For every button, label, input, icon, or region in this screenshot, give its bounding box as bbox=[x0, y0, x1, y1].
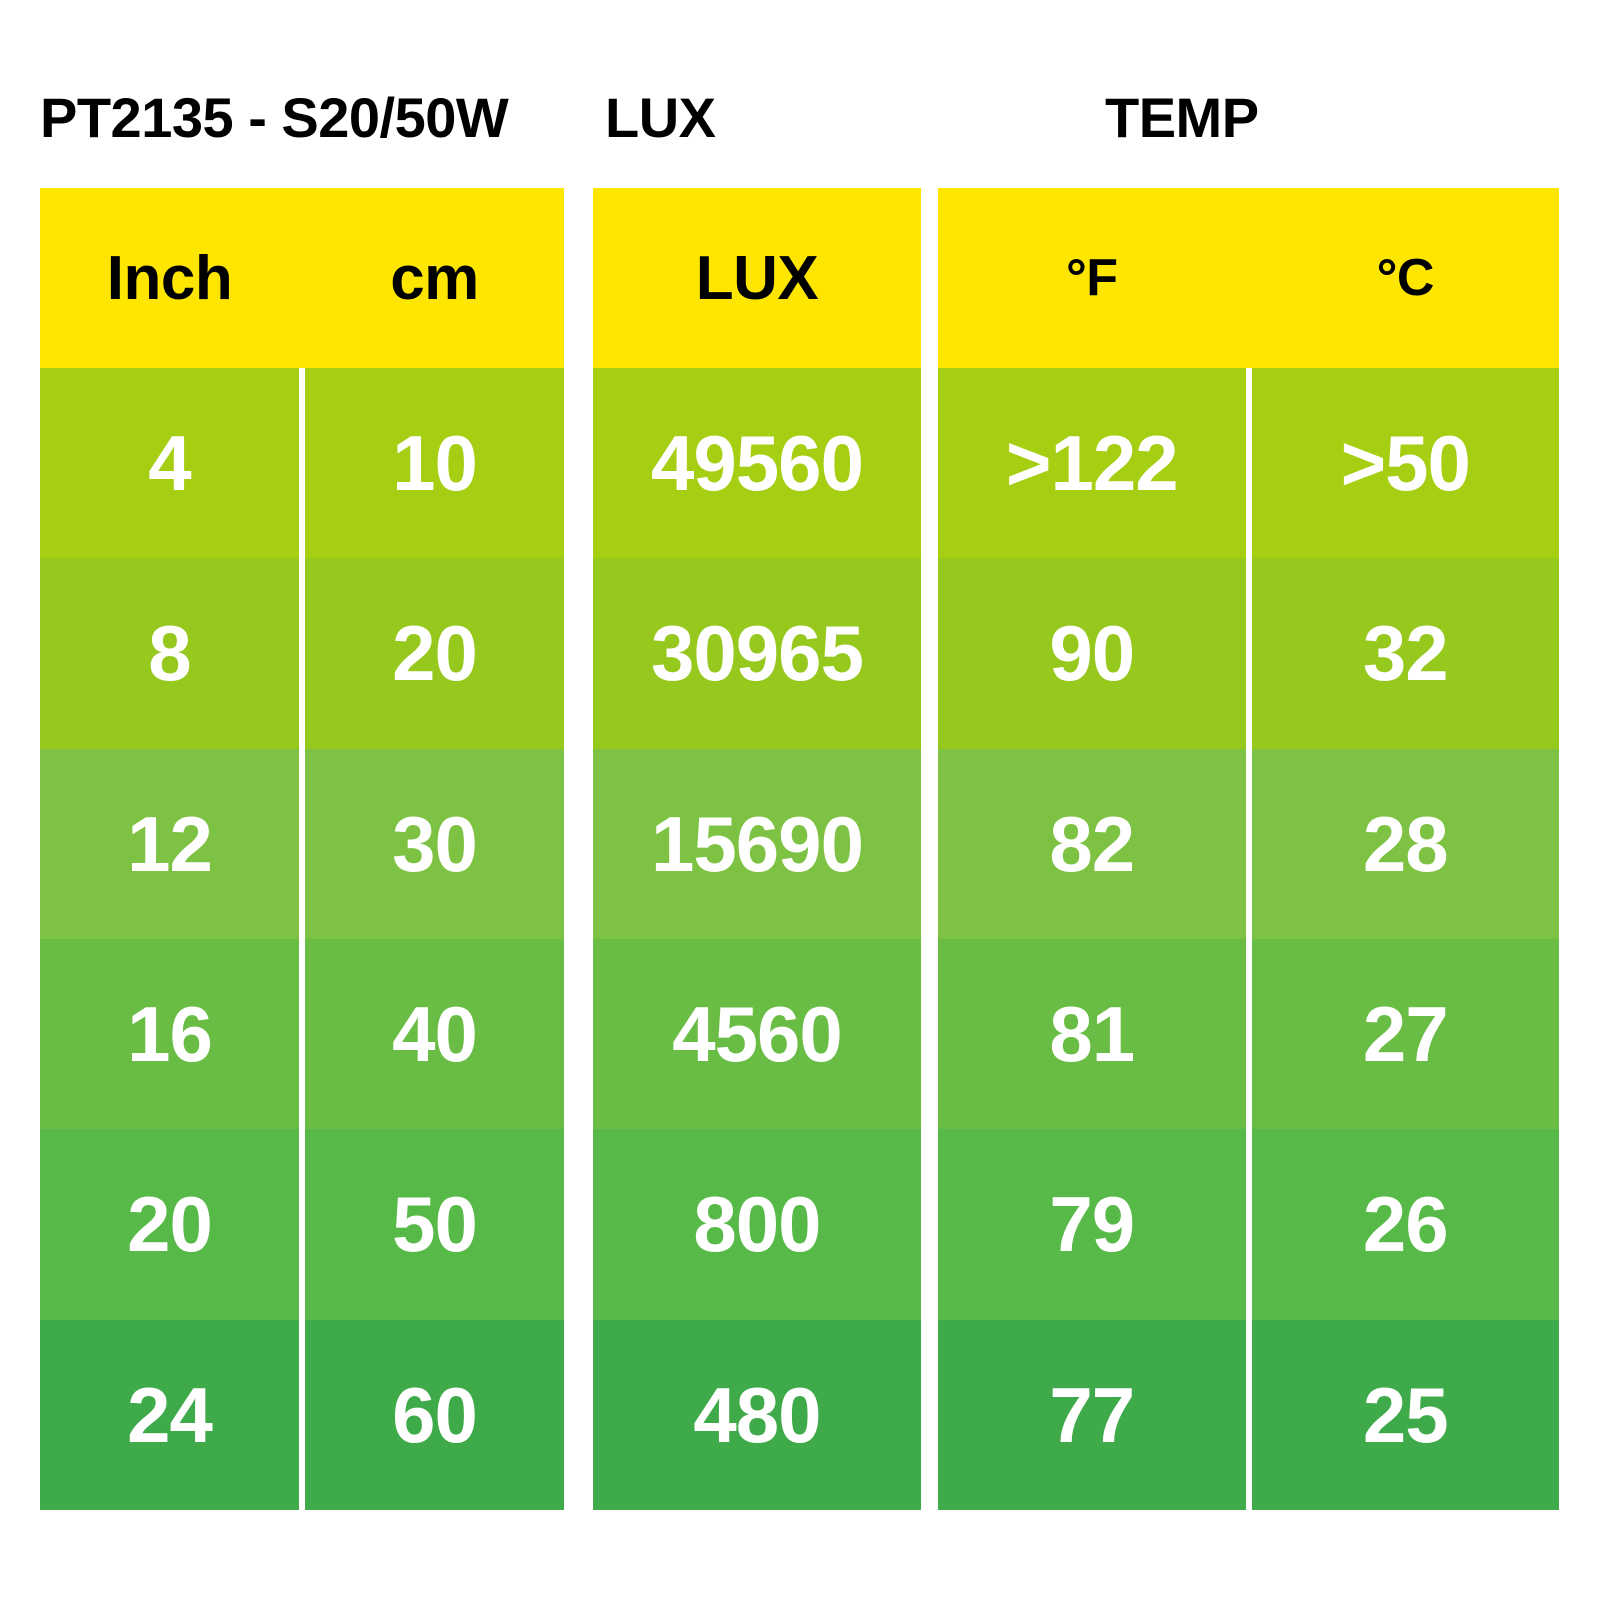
table-row bbox=[593, 1129, 921, 1319]
cell-f: 90 bbox=[1049, 609, 1135, 698]
table-row bbox=[938, 558, 1559, 748]
cell-inch: 24 bbox=[127, 1370, 212, 1459]
header-band-distance bbox=[40, 188, 564, 368]
column-header-cm: cm bbox=[390, 243, 479, 313]
rows-lux bbox=[593, 368, 921, 1510]
cell-inch: 20 bbox=[127, 1180, 212, 1269]
cell-f: 79 bbox=[1049, 1180, 1135, 1269]
table-row bbox=[938, 1320, 1559, 1510]
cell-lux: 49560 bbox=[651, 419, 863, 508]
cell-f: 77 bbox=[1049, 1370, 1135, 1459]
cell-c: >50 bbox=[1340, 419, 1470, 508]
rows-temp bbox=[938, 368, 1559, 1510]
table-row bbox=[40, 368, 564, 558]
titles-row bbox=[0, 85, 1599, 165]
table-group-lux bbox=[593, 188, 921, 1510]
cell-lux: 4560 bbox=[672, 990, 842, 1079]
column-header-lux: LUX bbox=[695, 243, 819, 313]
cell-cm: 10 bbox=[392, 419, 477, 508]
table-row bbox=[40, 749, 564, 939]
table-row bbox=[593, 939, 921, 1129]
table-group-temp bbox=[938, 188, 1559, 1510]
cell-f: 81 bbox=[1049, 990, 1135, 1079]
cell-cm: 30 bbox=[392, 799, 477, 888]
cell-inch: 4 bbox=[148, 419, 191, 508]
cell-cm: 40 bbox=[392, 990, 477, 1079]
cell-lux: 30965 bbox=[651, 609, 863, 698]
cell-f: 82 bbox=[1049, 799, 1135, 888]
table-row bbox=[40, 558, 564, 748]
cell-c: 28 bbox=[1362, 799, 1448, 888]
cell-lux: 15690 bbox=[651, 799, 863, 888]
table-row bbox=[938, 939, 1559, 1129]
table-group-distance bbox=[40, 188, 564, 1510]
cell-inch: 8 bbox=[148, 609, 191, 698]
cell-c: 27 bbox=[1362, 990, 1448, 1079]
chart-title-temp: TEMP bbox=[1105, 86, 1259, 149]
cell-lux: 480 bbox=[693, 1370, 821, 1459]
table-row bbox=[593, 1320, 921, 1510]
table-row bbox=[40, 939, 564, 1129]
column-header-fahrenheit: °F bbox=[1065, 249, 1118, 307]
table-row bbox=[593, 749, 921, 939]
header-band-lux bbox=[593, 188, 921, 368]
table-row bbox=[593, 368, 921, 558]
rows-distance bbox=[40, 368, 564, 1510]
chart-title-model: PT2135 - S20/50W bbox=[40, 86, 509, 149]
cell-inch: 12 bbox=[127, 799, 212, 888]
cell-c: 26 bbox=[1362, 1180, 1448, 1269]
header-band-temp bbox=[938, 188, 1559, 368]
table-row bbox=[938, 368, 1559, 558]
cell-inch: 16 bbox=[127, 990, 212, 1079]
cell-c: 32 bbox=[1362, 609, 1448, 698]
table-row bbox=[40, 1320, 564, 1510]
chart-title-lux: LUX bbox=[605, 86, 716, 149]
table-row bbox=[938, 1129, 1559, 1319]
table-row bbox=[40, 1129, 564, 1319]
column-header-celsius: °C bbox=[1376, 249, 1434, 307]
cell-cm: 50 bbox=[392, 1180, 477, 1269]
cell-f: >122 bbox=[1005, 419, 1178, 508]
table-row bbox=[938, 749, 1559, 939]
cell-cm: 60 bbox=[392, 1370, 477, 1459]
cell-cm: 20 bbox=[392, 609, 477, 698]
column-header-inch: Inch bbox=[106, 243, 233, 313]
cell-lux: 800 bbox=[693, 1180, 821, 1269]
table-row bbox=[593, 558, 921, 748]
cell-c: 25 bbox=[1362, 1370, 1448, 1459]
